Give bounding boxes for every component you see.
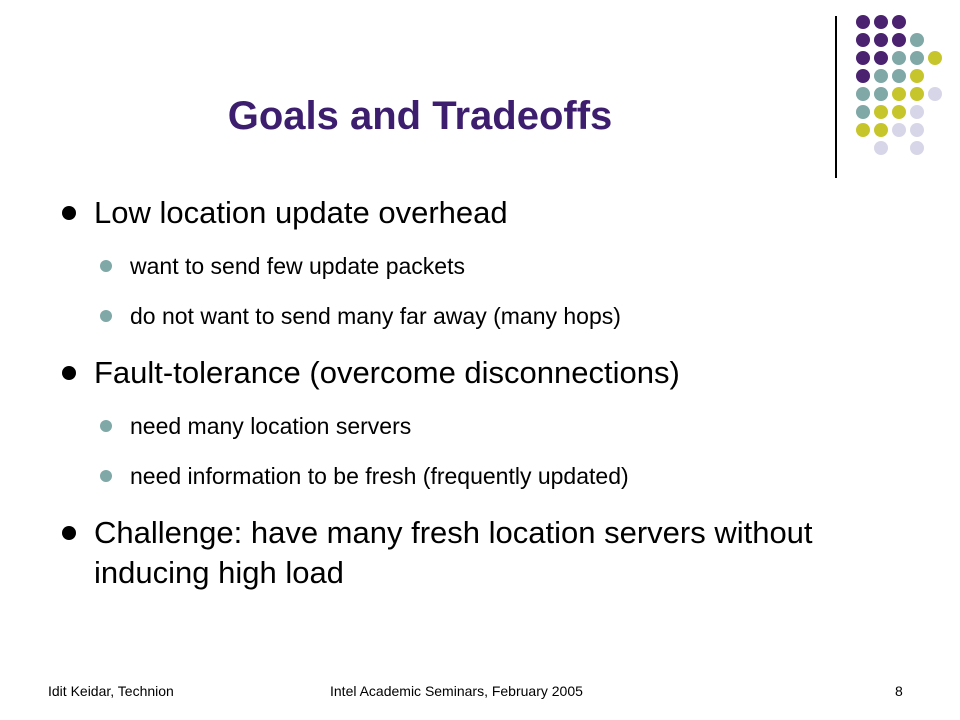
bullet-item: Challenge: have many fresh location servers without inducing high load — [94, 515, 813, 590]
bullet-item: Fault-tolerance (overcome disconnections) — [94, 355, 680, 390]
bullet-marker — [62, 366, 76, 380]
bullet-item: Low location update overhead — [94, 195, 508, 230]
footer-author-text: Idit Keidar, Technion — [48, 683, 174, 699]
bullet-marker — [100, 260, 112, 272]
footer-event: Intel Academic Seminars, February 2005 — [330, 683, 583, 699]
bullet-marker — [100, 470, 112, 482]
bullet-marker — [100, 420, 112, 432]
bullet-marker — [62, 526, 76, 540]
sub-bullet-item: do not want to send many far away (many hops) — [130, 303, 621, 329]
bullet-marker — [62, 206, 76, 220]
sub-bullet-item: want to send few update packets — [130, 253, 465, 279]
page-number: 8 — [895, 683, 903, 699]
footer-author — [48, 682, 174, 700]
slide-title: Goals and Tradeoffs — [227, 94, 613, 138]
sub-bullet-item: need information to be fresh (frequently updated) — [130, 463, 629, 489]
sub-bullet-item: need many location servers — [130, 413, 412, 439]
bullet-marker — [100, 310, 112, 322]
